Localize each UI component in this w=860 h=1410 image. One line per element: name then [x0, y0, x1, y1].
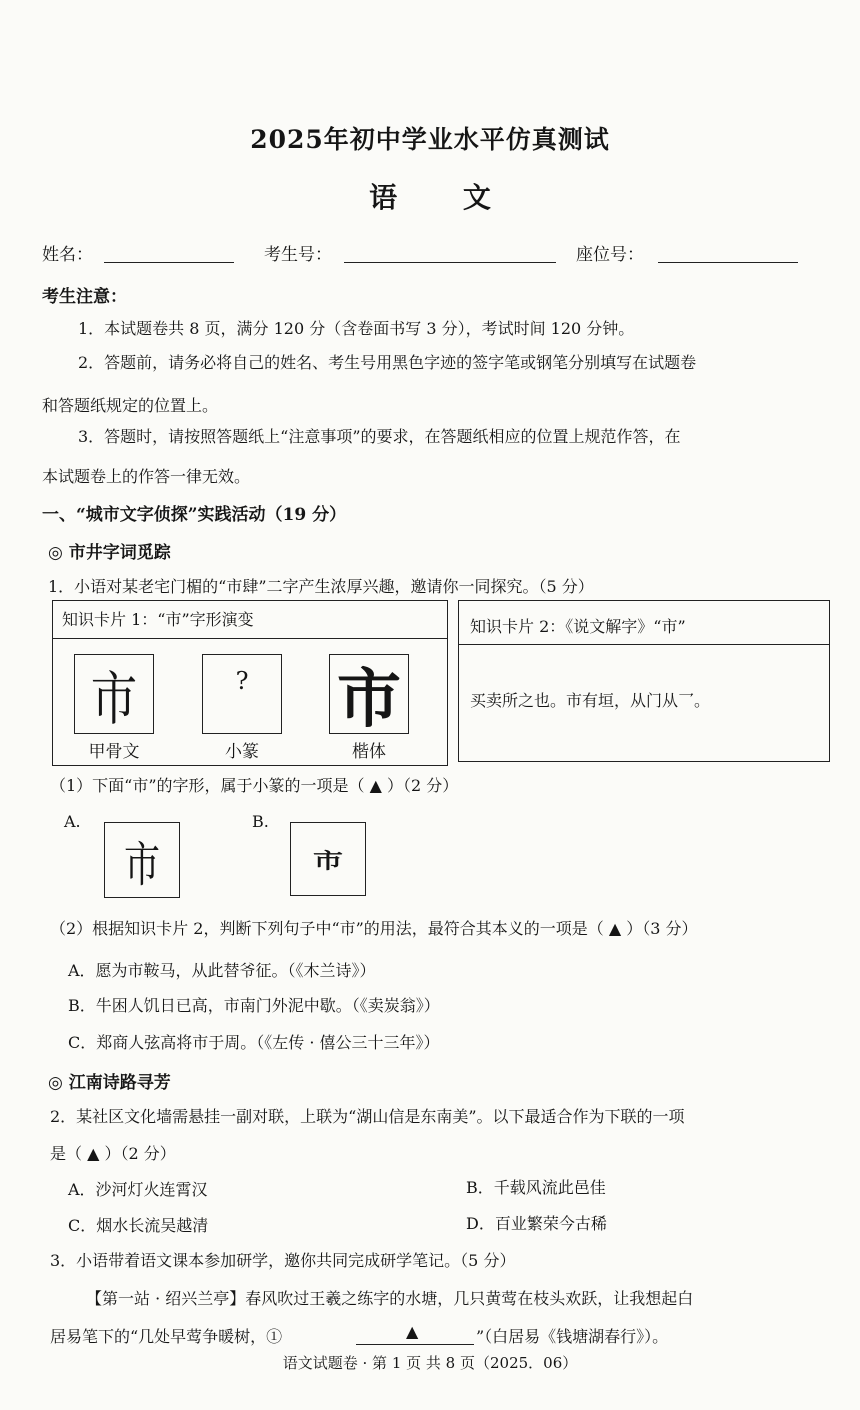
question-3-line-2-prefix: 居易笔下的“几处早莺争暖树，① — [50, 1327, 283, 1346]
notice-item-1: 1．本试题卷共 8 页，满分 120 分（含卷面书写 3 分），考试时间 120 分钟。 — [78, 319, 635, 338]
exam-title: 2025年初中学业水平仿真测试 — [250, 125, 610, 154]
question-1-2-option-c[interactable]: C．郑商人弦高将市于周。（《左传 · 僖公三十三年》） — [68, 1033, 440, 1052]
option-a-glyph-box[interactable] — [104, 822, 180, 898]
option-b-glyph-box[interactable] — [290, 822, 366, 896]
notice-item-2-cont: 和答题纸规定的位置上。 — [42, 396, 219, 415]
seat-blank[interactable] — [658, 262, 798, 263]
subsection-1-heading: ◎ 市井字词觅踪 — [48, 543, 171, 563]
question-3-stem: 3．小语带着语文课本参加研学，邀你共同完成研学笔记。（5 分） — [50, 1251, 516, 1270]
card-1-title: 知识卡片 1：“市”字形演变 — [62, 610, 254, 629]
notice-item-2: 2．答题前，请务必将自己的姓名、考生号用黑色字迹的签字笔或钢笔分别填写在试题卷 — [78, 353, 697, 372]
card-2-divider — [458, 644, 830, 645]
question-1-2-option-a[interactable]: A．愿为市鞍马，从此替爷征。（《木兰诗》） — [68, 961, 376, 980]
seal-script-unknown: ? — [235, 667, 249, 695]
question-2-stem-cont: 是（ ▲ ）（2 分） — [50, 1144, 176, 1163]
card-2-body: 买卖所之也。市有垣，从门从乛。 — [470, 691, 711, 710]
regular-script-glyph-box — [329, 654, 409, 737]
question-3-answer-blank[interactable] — [356, 1344, 474, 1345]
option-a-label: A. — [64, 812, 81, 831]
oracle-bone-glyph-box — [74, 654, 154, 734]
option-a-glyph: 市 — [123, 836, 160, 893]
regular-script-caption: 楷体 — [352, 742, 386, 762]
question-1-2: （2）根据知识卡片 2，判断下列句子中“市”的用法，最符合其本义的一项是（ ▲ ）（3 分） — [50, 919, 698, 938]
answer-marker-triangle: ▲ — [406, 1322, 419, 1341]
card-2-title: 知识卡片 2：《说文解字》“市” — [470, 617, 686, 636]
question-2-option-b[interactable]: B．千载风流此邑佳 — [466, 1178, 606, 1197]
subsection-2-heading: ◎ 江南诗路寻芳 — [48, 1073, 171, 1093]
question-2-option-a[interactable]: A．沙河灯火连霄汉 — [68, 1180, 208, 1199]
page-footer: 语文试题卷 · 第 1 页 共 8 页（2025．06） — [282, 1354, 578, 1372]
name-label: 姓名： — [42, 245, 93, 265]
card-1-divider — [52, 638, 448, 639]
question-2-option-c[interactable]: C．烟水长流吴越清 — [68, 1216, 209, 1235]
question-1-2-option-b[interactable]: B．牛困人饥日已高，市南门外泥中歇。（《卖炭翁》） — [68, 996, 440, 1015]
option-b-glyph: 市 — [313, 849, 343, 874]
question-2-option-d[interactable]: D．百业繁荣今古稀 — [466, 1214, 607, 1233]
notice-heading: 考生注意： — [42, 287, 127, 307]
option-b-label: B. — [252, 812, 269, 831]
oracle-bone-caption: 甲骨文 — [88, 742, 140, 762]
oracle-bone-glyph: 市 — [90, 665, 138, 733]
exam-number-label: 考生号： — [264, 245, 332, 265]
regular-script-glyph: 市 — [337, 662, 401, 737]
seat-label: 座位号： — [576, 245, 644, 265]
seal-script-glyph-box — [202, 654, 282, 734]
section-1-heading: 一、“城市文字侦探”实践活动（19 分） — [42, 505, 347, 525]
notice-item-3: 3．答题时，请按照答题纸上“注意事项”的要求，在答题纸相应的位置上规范作答，在 — [78, 427, 681, 446]
name-blank[interactable] — [104, 262, 234, 263]
question-1-1: （1）下面“市”的字形，属于小篆的一项是（ ▲ ）（2 分） — [50, 776, 459, 795]
question-2-stem: 2．某社区文化墙需悬挂一副对联，上联为“湖山信是东南美”。以下最适合作为下联的一项 — [50, 1107, 685, 1126]
subject-title: 语 文 — [369, 181, 519, 214]
exam-number-blank[interactable] — [344, 262, 556, 263]
question-3-line-2-suffix: ”（白居易《钱塘湖春行》）。 — [476, 1327, 669, 1346]
question-3-stop-1: 【第一站 · 绍兴兰亭】春风吹过王羲之练字的水塘，几只黄莺在枝头欢跃，让我想起白 — [86, 1289, 694, 1308]
question-1-stem: 1．小语对某老宅门楣的“市肆”二字产生浓厚兴趣，邀请你一同探究。（5 分） — [48, 577, 594, 596]
seal-script-caption: 小篆 — [225, 742, 259, 762]
notice-item-3-cont: 本试题卷上的作答一律无效。 — [42, 467, 251, 486]
